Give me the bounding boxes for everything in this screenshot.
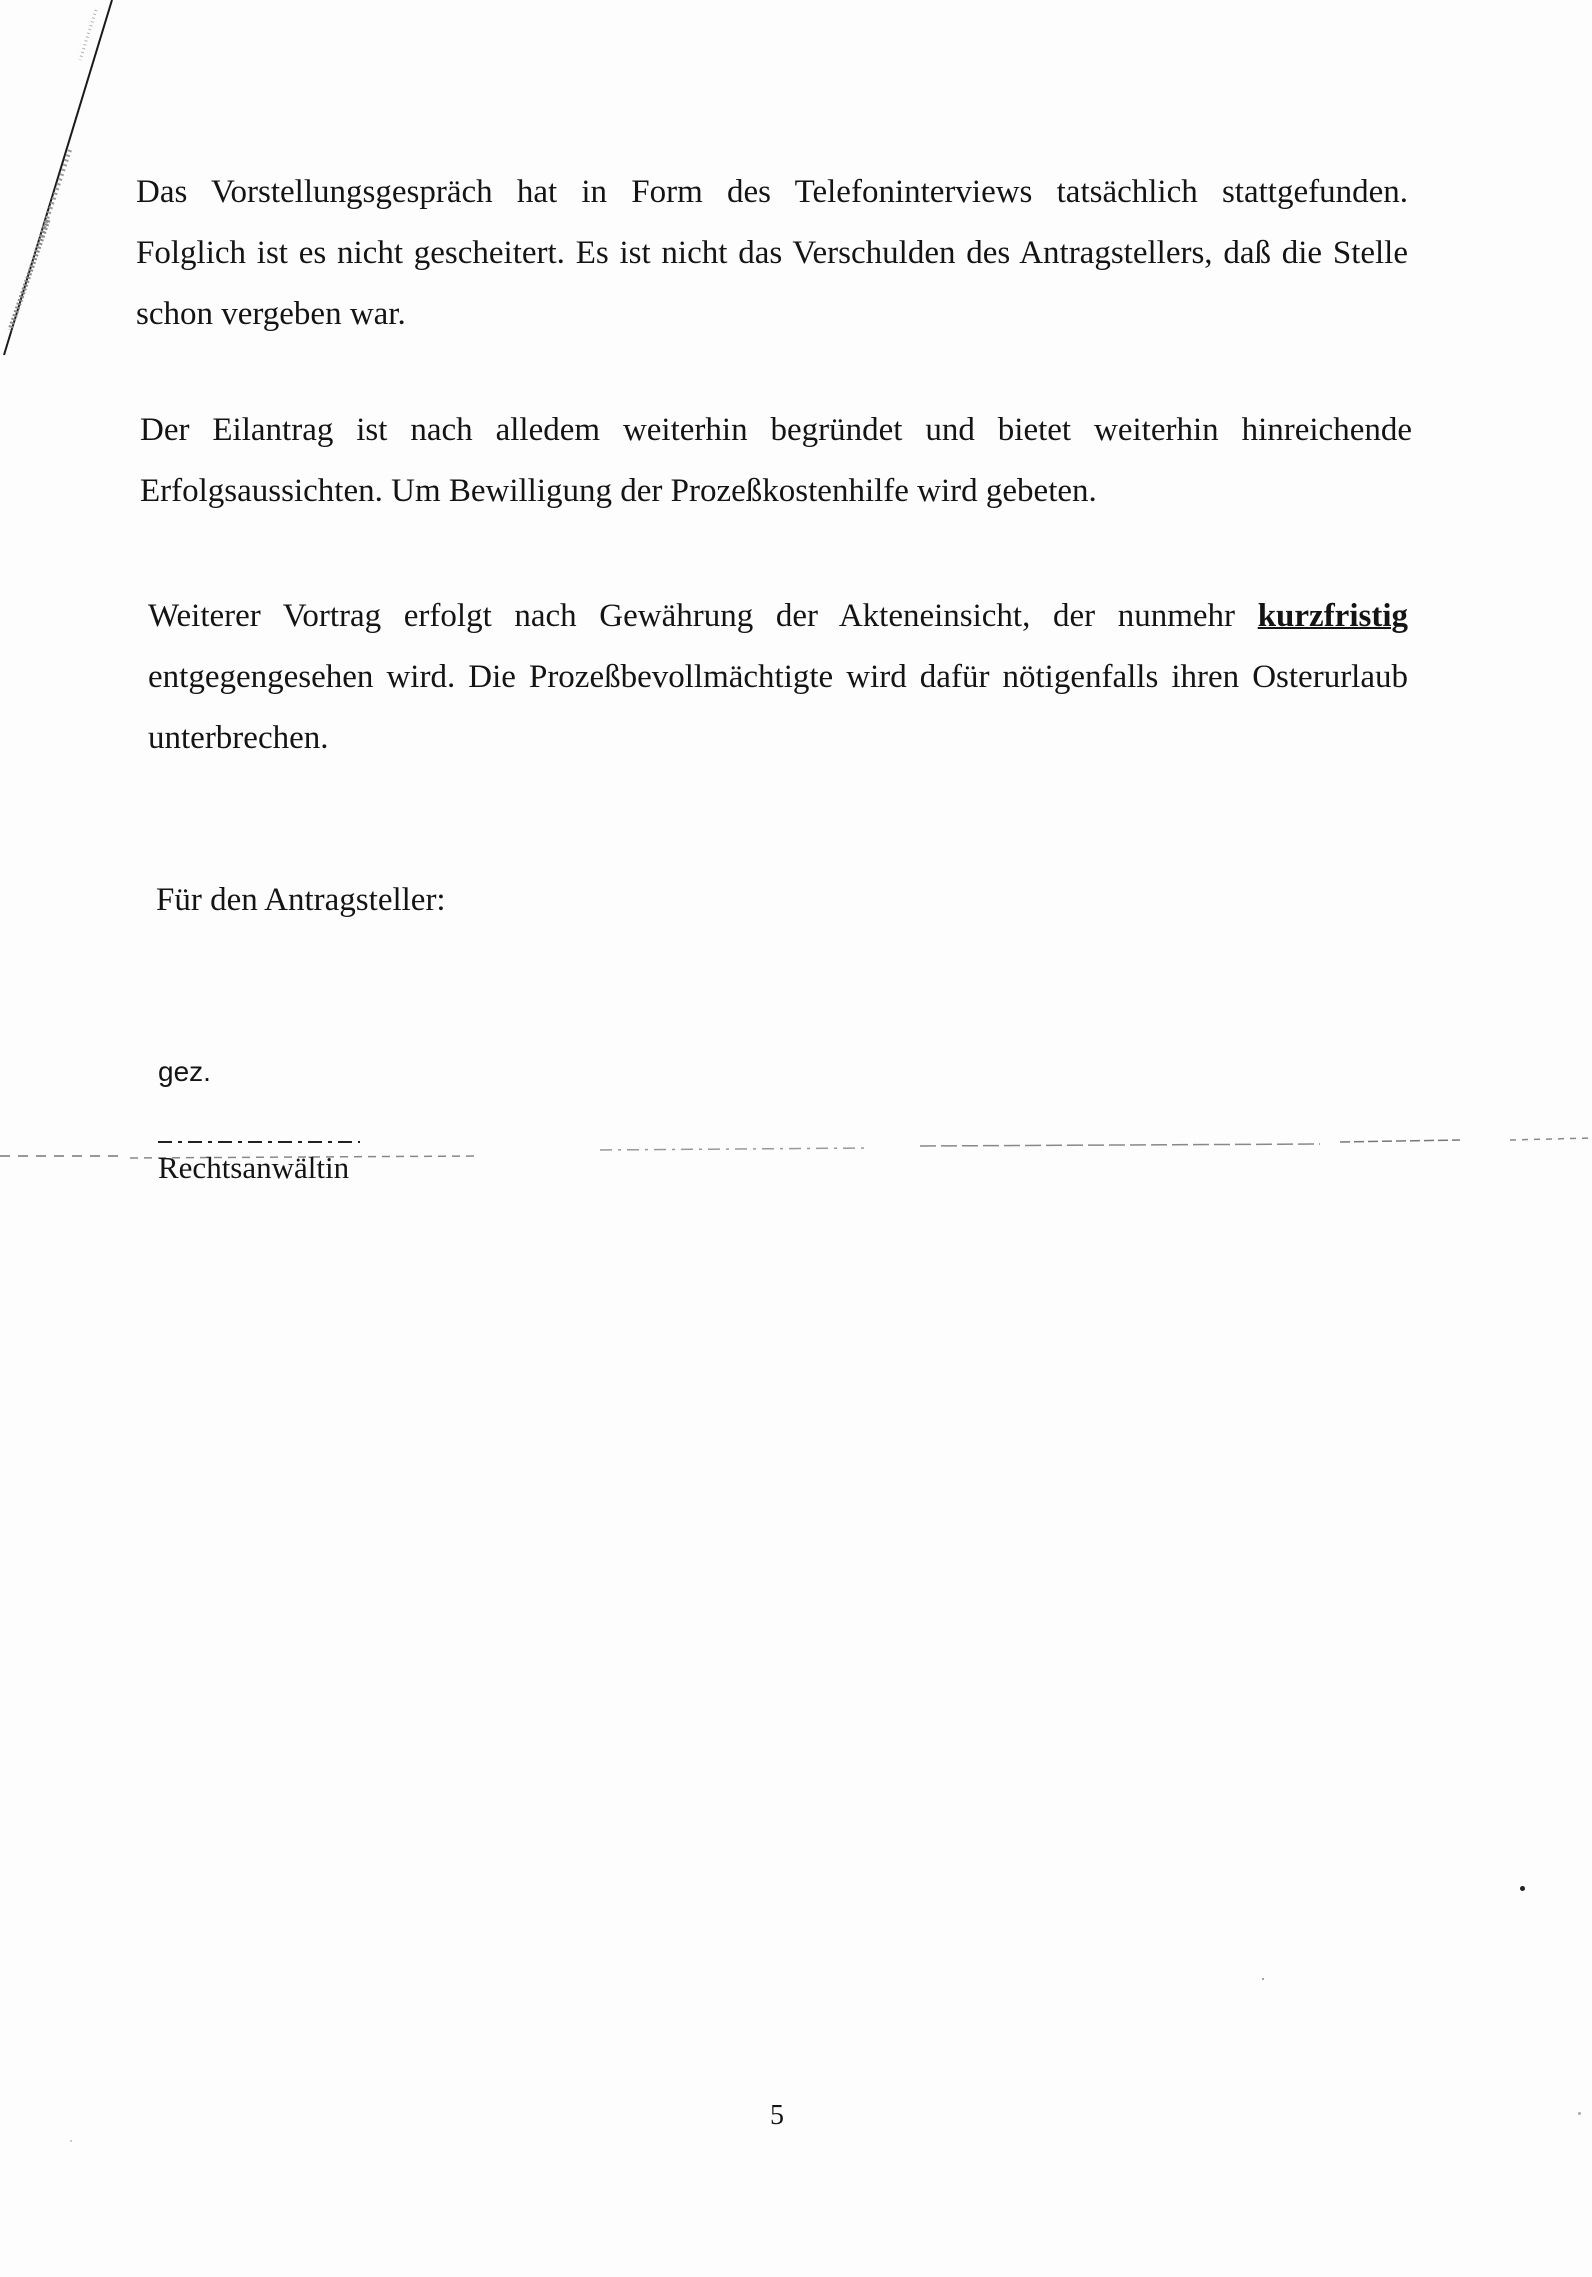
paragraph-line-with-emphasis: [148, 586, 1408, 647]
scan-speck: [1520, 1886, 1525, 1891]
line-text: Weiterer Vortrag erfolgt nach Gewährung der Akteneinsicht, der nunmehr: [148, 598, 1258, 634]
closing-phrase: Für den Antragsteller:: [156, 882, 446, 918]
scan-speck: [1578, 2112, 1581, 2115]
paragraph-vortrag: [148, 586, 1408, 769]
paragraph-line: Erfolgsaussichten. Um Bewilligung der Prozeßkostenhilfe wird gebeten.: [140, 473, 1097, 509]
paragraph-line: Der Eilantrag ist nach alledem weiterhin begründet und bietet weiterhin hinreichende: [140, 412, 1412, 448]
paragraph-interview: [136, 162, 1408, 345]
paragraph-line: entgegengesehen wird. Die Prozeßbevollmächtigte wird dafür nötigenfalls ihren Osterurlaub: [148, 659, 1408, 695]
paragraph-line: unterbrechen.: [148, 720, 329, 756]
scan-edge-mark: [0, 0, 130, 380]
scan-speck: [70, 2140, 72, 2142]
emphasized-word: kurzfristig: [1257, 598, 1408, 634]
signatory-role: Rechtsanwältin: [158, 1150, 350, 1185]
paragraph-eilantrag: [140, 400, 1412, 522]
page-number: 5: [770, 2100, 784, 2131]
signature-abbreviation: gez.: [158, 1056, 211, 1087]
scan-speck: [1262, 1978, 1264, 1980]
paragraph-line: Das Vorstellungsgespräch hat in Form des Telefoninterviews tatsächlich stattgefunden.: [136, 174, 1408, 210]
paragraph-line: Folglich ist es nicht gescheitert. Es ist nicht das Verschulden des Antragstellers, daß die Stelle: [136, 235, 1408, 271]
paragraph-line: schon vergeben war.: [136, 296, 406, 332]
